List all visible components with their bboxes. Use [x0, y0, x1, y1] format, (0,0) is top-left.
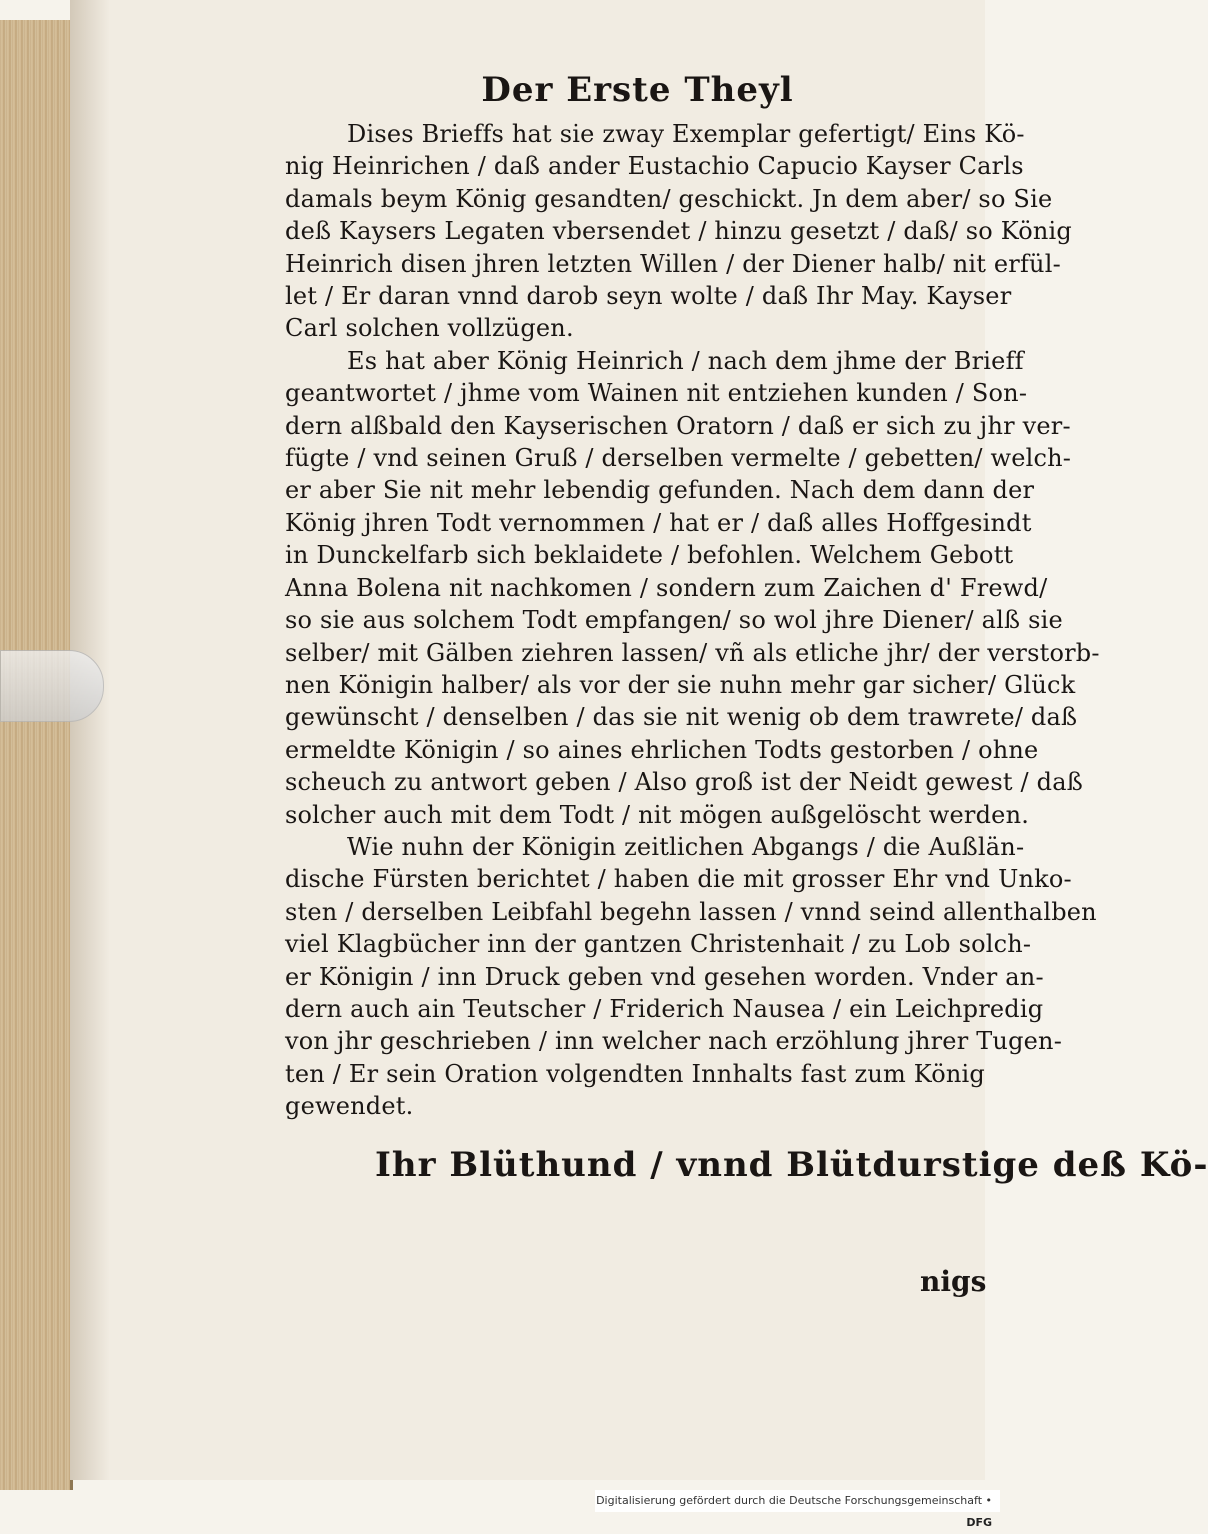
page-clip: [0, 650, 104, 722]
text-line: scheuch zu antwort geben / Also groß ist der Neidt gewest / daß: [285, 768, 1083, 797]
text-line: König jhren Todt vernommen / hat er / daß alles Hoffgesindt: [285, 508, 1032, 537]
text-line: viel Klagbücher inn der gantzen Christenhait / zu Lob solch-: [285, 930, 1032, 959]
text-line: er aber Sie nit mehr lebendig gefunden. Nach dem dann der: [285, 476, 1035, 505]
text-line: dern alßbald den Kayserischen Oratorn / daß er sich zu jhr ver-: [285, 411, 1071, 440]
text-line: sten / derselben Leibfahl begehn lassen / vnnd seind allenthalben: [285, 897, 1097, 926]
page-text: [285, 70, 1208, 1185]
dfg-logo: DFG: [966, 1516, 992, 1529]
text-line: ten / Er sein Oration volgendten Innhalts fast zum König: [285, 1059, 985, 1088]
gutter-shadow: [70, 0, 110, 1480]
text-line: fügte / vnd seinen Gruß / derselben vermelte / gebetten/ welch-: [285, 444, 1072, 473]
catchword: nigs: [920, 1265, 987, 1298]
running-head: Der Erste Theyl: [481, 70, 794, 110]
text-line: gewünscht / denselben / das sie nit wenig ob dem trawrete/ daß: [285, 703, 1078, 732]
text-line: geantwortet / jhme vom Wainen nit entziehen kunden / Son-: [285, 379, 1028, 408]
footer-text: Digitalisierung gefördert durch die Deutsche Forschungsgemeinschaft •: [596, 1494, 992, 1507]
paragraph-3: [285, 831, 1097, 1123]
digitization-footer: [595, 1490, 1000, 1529]
text-line: damals beym König gesandten/ geschickt. Jn dem aber/ so Sie: [285, 184, 1053, 213]
text-line: Heinrich disen jhren letzten Willen / der Diener halb/ nit erfül-: [285, 249, 1061, 278]
text-line: in Dunckelfarb sich beklaidete / befohlen. Welchem Gebott: [285, 541, 1014, 570]
text-line: solcher auch mit dem Todt / nit mögen außgelöscht werden.: [285, 800, 1030, 829]
text-line: so sie aus solchem Todt empfangen/ so wol jhre Diener/ alß sie: [285, 606, 1063, 635]
text-line: Carl solchen vollzügen.: [285, 314, 574, 343]
text-line: von jhr geschrieben / inn welcher nach erzöhlung jhrer Tugen-: [285, 1027, 1063, 1056]
text-line: ermeldte Königin / so aines ehrlichen Todts gestorben / ohne: [285, 735, 1039, 764]
book-page-edges: [0, 20, 73, 1490]
text-line: er Königin / inn Druck geben vnd gesehen worden. Vnder an-: [285, 962, 1044, 991]
paragraph-1: [285, 118, 1072, 345]
text-line: Dises Brieffs hat sie zway Exemplar gefertigt/ Eins Kö-: [347, 120, 1025, 148]
paragraph-2: [285, 345, 1100, 831]
text-line: let / Er daran vnnd darob seyn wolte / daß Ihr May. Kayser: [285, 282, 1012, 311]
text-line: Es hat aber König Heinrich / nach dem jhme der Brieff: [347, 346, 1024, 375]
text-line: Wie nuhn der Königin zeitlichen Abgangs / die Außlän-: [347, 832, 1025, 861]
text-line: selber/ mit Gälben ziehren lassen/ vñ als etliche jhr/ der verstorb-: [285, 638, 1100, 667]
text-line: Anna Bolena nit nachkomen / sondern zum Zaichen d' Frewd/: [285, 573, 1048, 602]
text-line: nig Heinrichen / daß ander Eustachio Capucio Kayser Carls: [285, 152, 1024, 181]
closing-line: Ihr Blüthund / vnnd Blütdurstige deß Kö-: [375, 1144, 1208, 1185]
text-line: deß Kaysers Legaten vbersendet / hinzu gesetzt / daß/ so König: [285, 217, 1072, 246]
text-line: dische Fürsten berichtet / haben die mit grosser Ehr vnd Unko-: [285, 865, 1072, 894]
text-line: dern auch ain Teutscher / Friderich Nausea / ein Leichpredig: [285, 994, 1044, 1023]
text-line: nen Königin halber/ als vor der sie nuhn mehr gar sicher/ Glück: [285, 670, 1076, 699]
text-line: gewendet.: [285, 1092, 414, 1121]
